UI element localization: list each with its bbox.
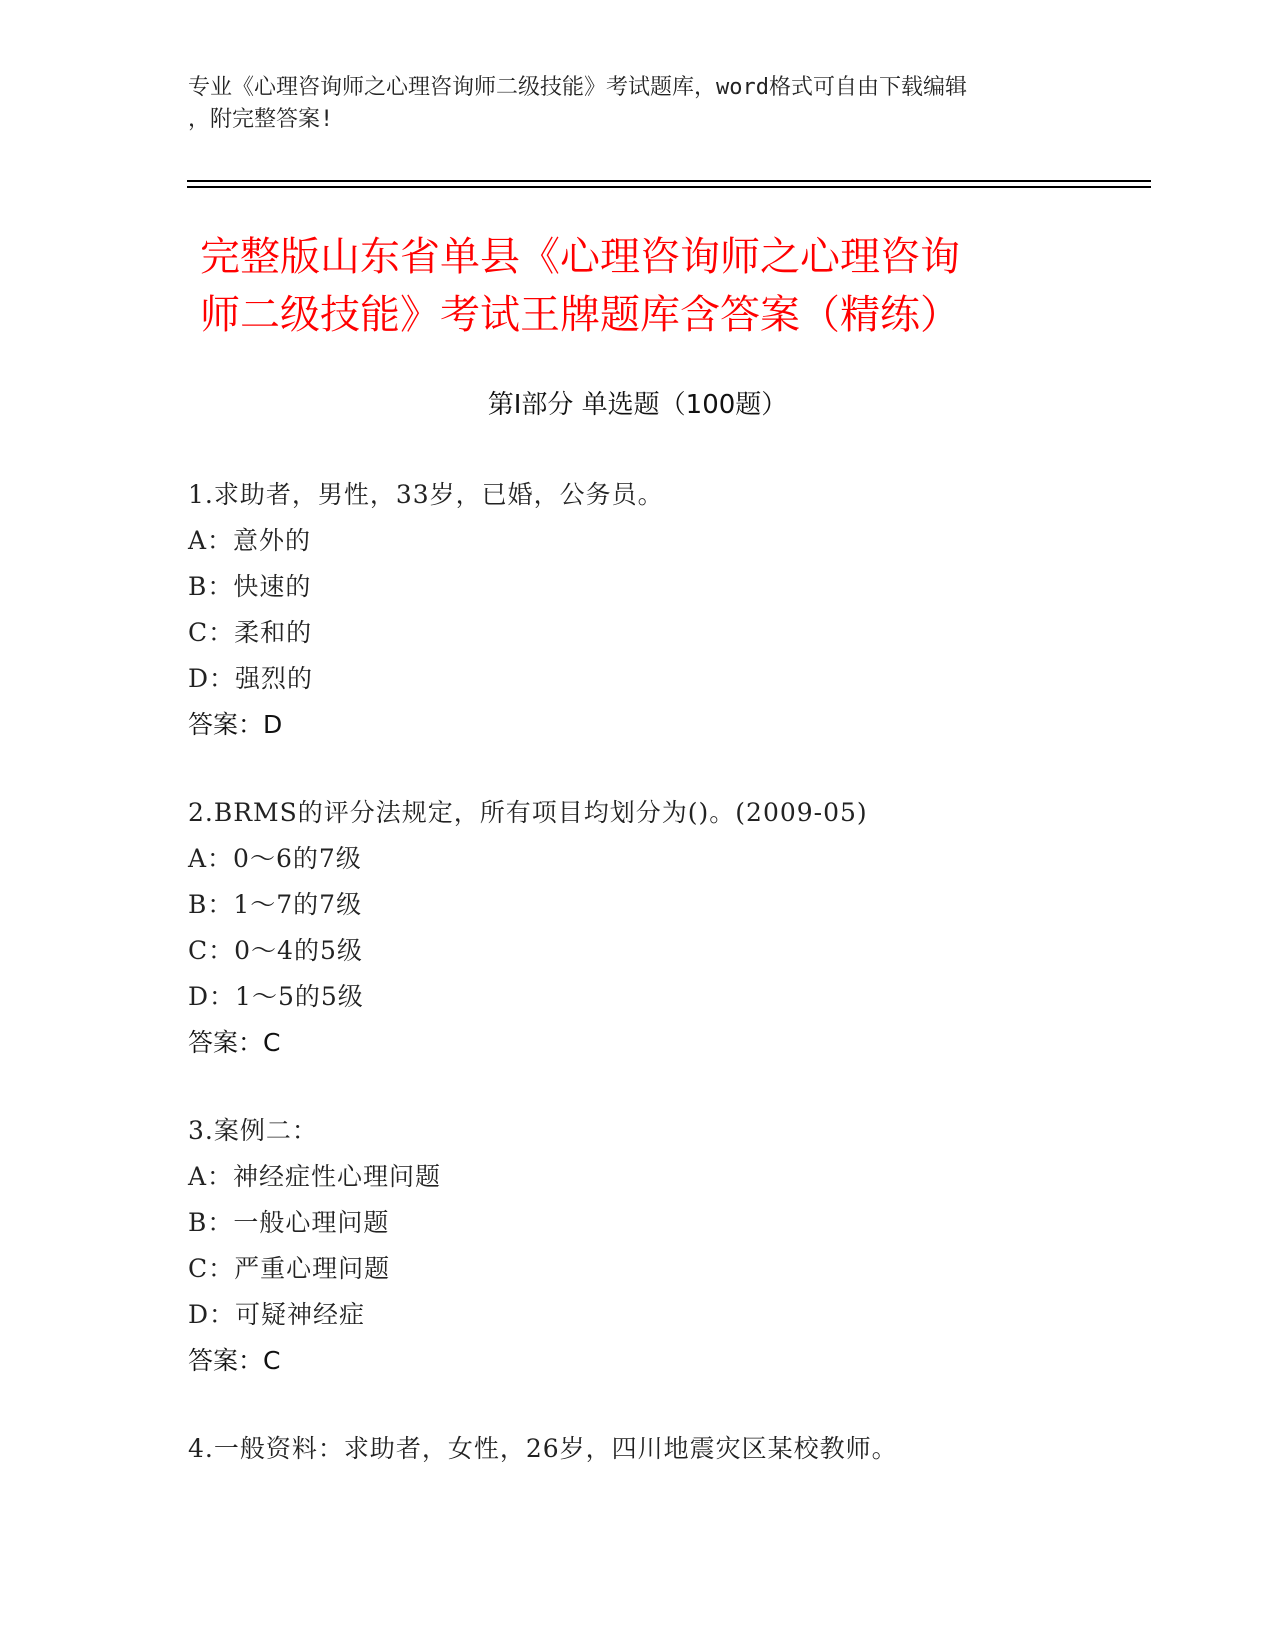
question-stem: 1.求助者，男性，33岁，已婚，公务员。 bbox=[188, 480, 664, 509]
option-c: C：严重心理问题 bbox=[188, 1254, 391, 1283]
question-stem: 3.案例二： bbox=[188, 1116, 318, 1145]
header-divider-top bbox=[187, 180, 1151, 182]
header-divider-bottom bbox=[187, 186, 1151, 188]
option-c: C：柔和的 bbox=[188, 618, 313, 647]
question-4 bbox=[188, 1426, 1168, 1472]
option-c: C：0～4的5级 bbox=[188, 936, 363, 965]
question-stem: 2.BRMS的评分法规定，所有项目均划分为()。(2009-05) bbox=[188, 798, 868, 827]
header-note-line1: 专业《心理咨询师之心理咨询师二级技能》考试题库，word格式可自由下载编辑 bbox=[188, 75, 967, 100]
document-title bbox=[200, 228, 1100, 344]
answer: 答案：C bbox=[188, 1028, 281, 1057]
question-stem: 4.一般资料：求助者，女性，26岁，四川地震灾区某校教师。 bbox=[188, 1434, 898, 1463]
header-note-line2: ，附完整答案! bbox=[188, 107, 334, 132]
option-a: A：意外的 bbox=[188, 526, 312, 555]
header-note bbox=[188, 72, 1088, 136]
option-d: D：强烈的 bbox=[188, 664, 314, 693]
question-3 bbox=[188, 1108, 1168, 1384]
document-title-line2: 师二级技能》考试王牌题库含答案（精练） bbox=[200, 292, 960, 338]
option-d: D：可疑神经症 bbox=[188, 1300, 366, 1329]
option-a: A：神经症性心理问题 bbox=[188, 1162, 442, 1191]
answer: 答案：C bbox=[188, 1346, 281, 1375]
option-d: D：1～5的5级 bbox=[188, 982, 364, 1011]
option-b: B：快速的 bbox=[188, 572, 312, 601]
question-1 bbox=[188, 472, 1168, 748]
question-2 bbox=[188, 790, 1168, 1066]
option-a: A：0～6的7级 bbox=[188, 844, 362, 873]
option-b: B：一般心理问题 bbox=[188, 1208, 390, 1237]
document-title-line1: 完整版山东省单县《心理咨询师之心理咨询 bbox=[200, 234, 960, 280]
option-b: B：1～7的7级 bbox=[188, 890, 363, 919]
answer: 答案：D bbox=[188, 710, 283, 739]
section-title: 第Ⅰ部分 单选题（100题） bbox=[487, 390, 788, 420]
